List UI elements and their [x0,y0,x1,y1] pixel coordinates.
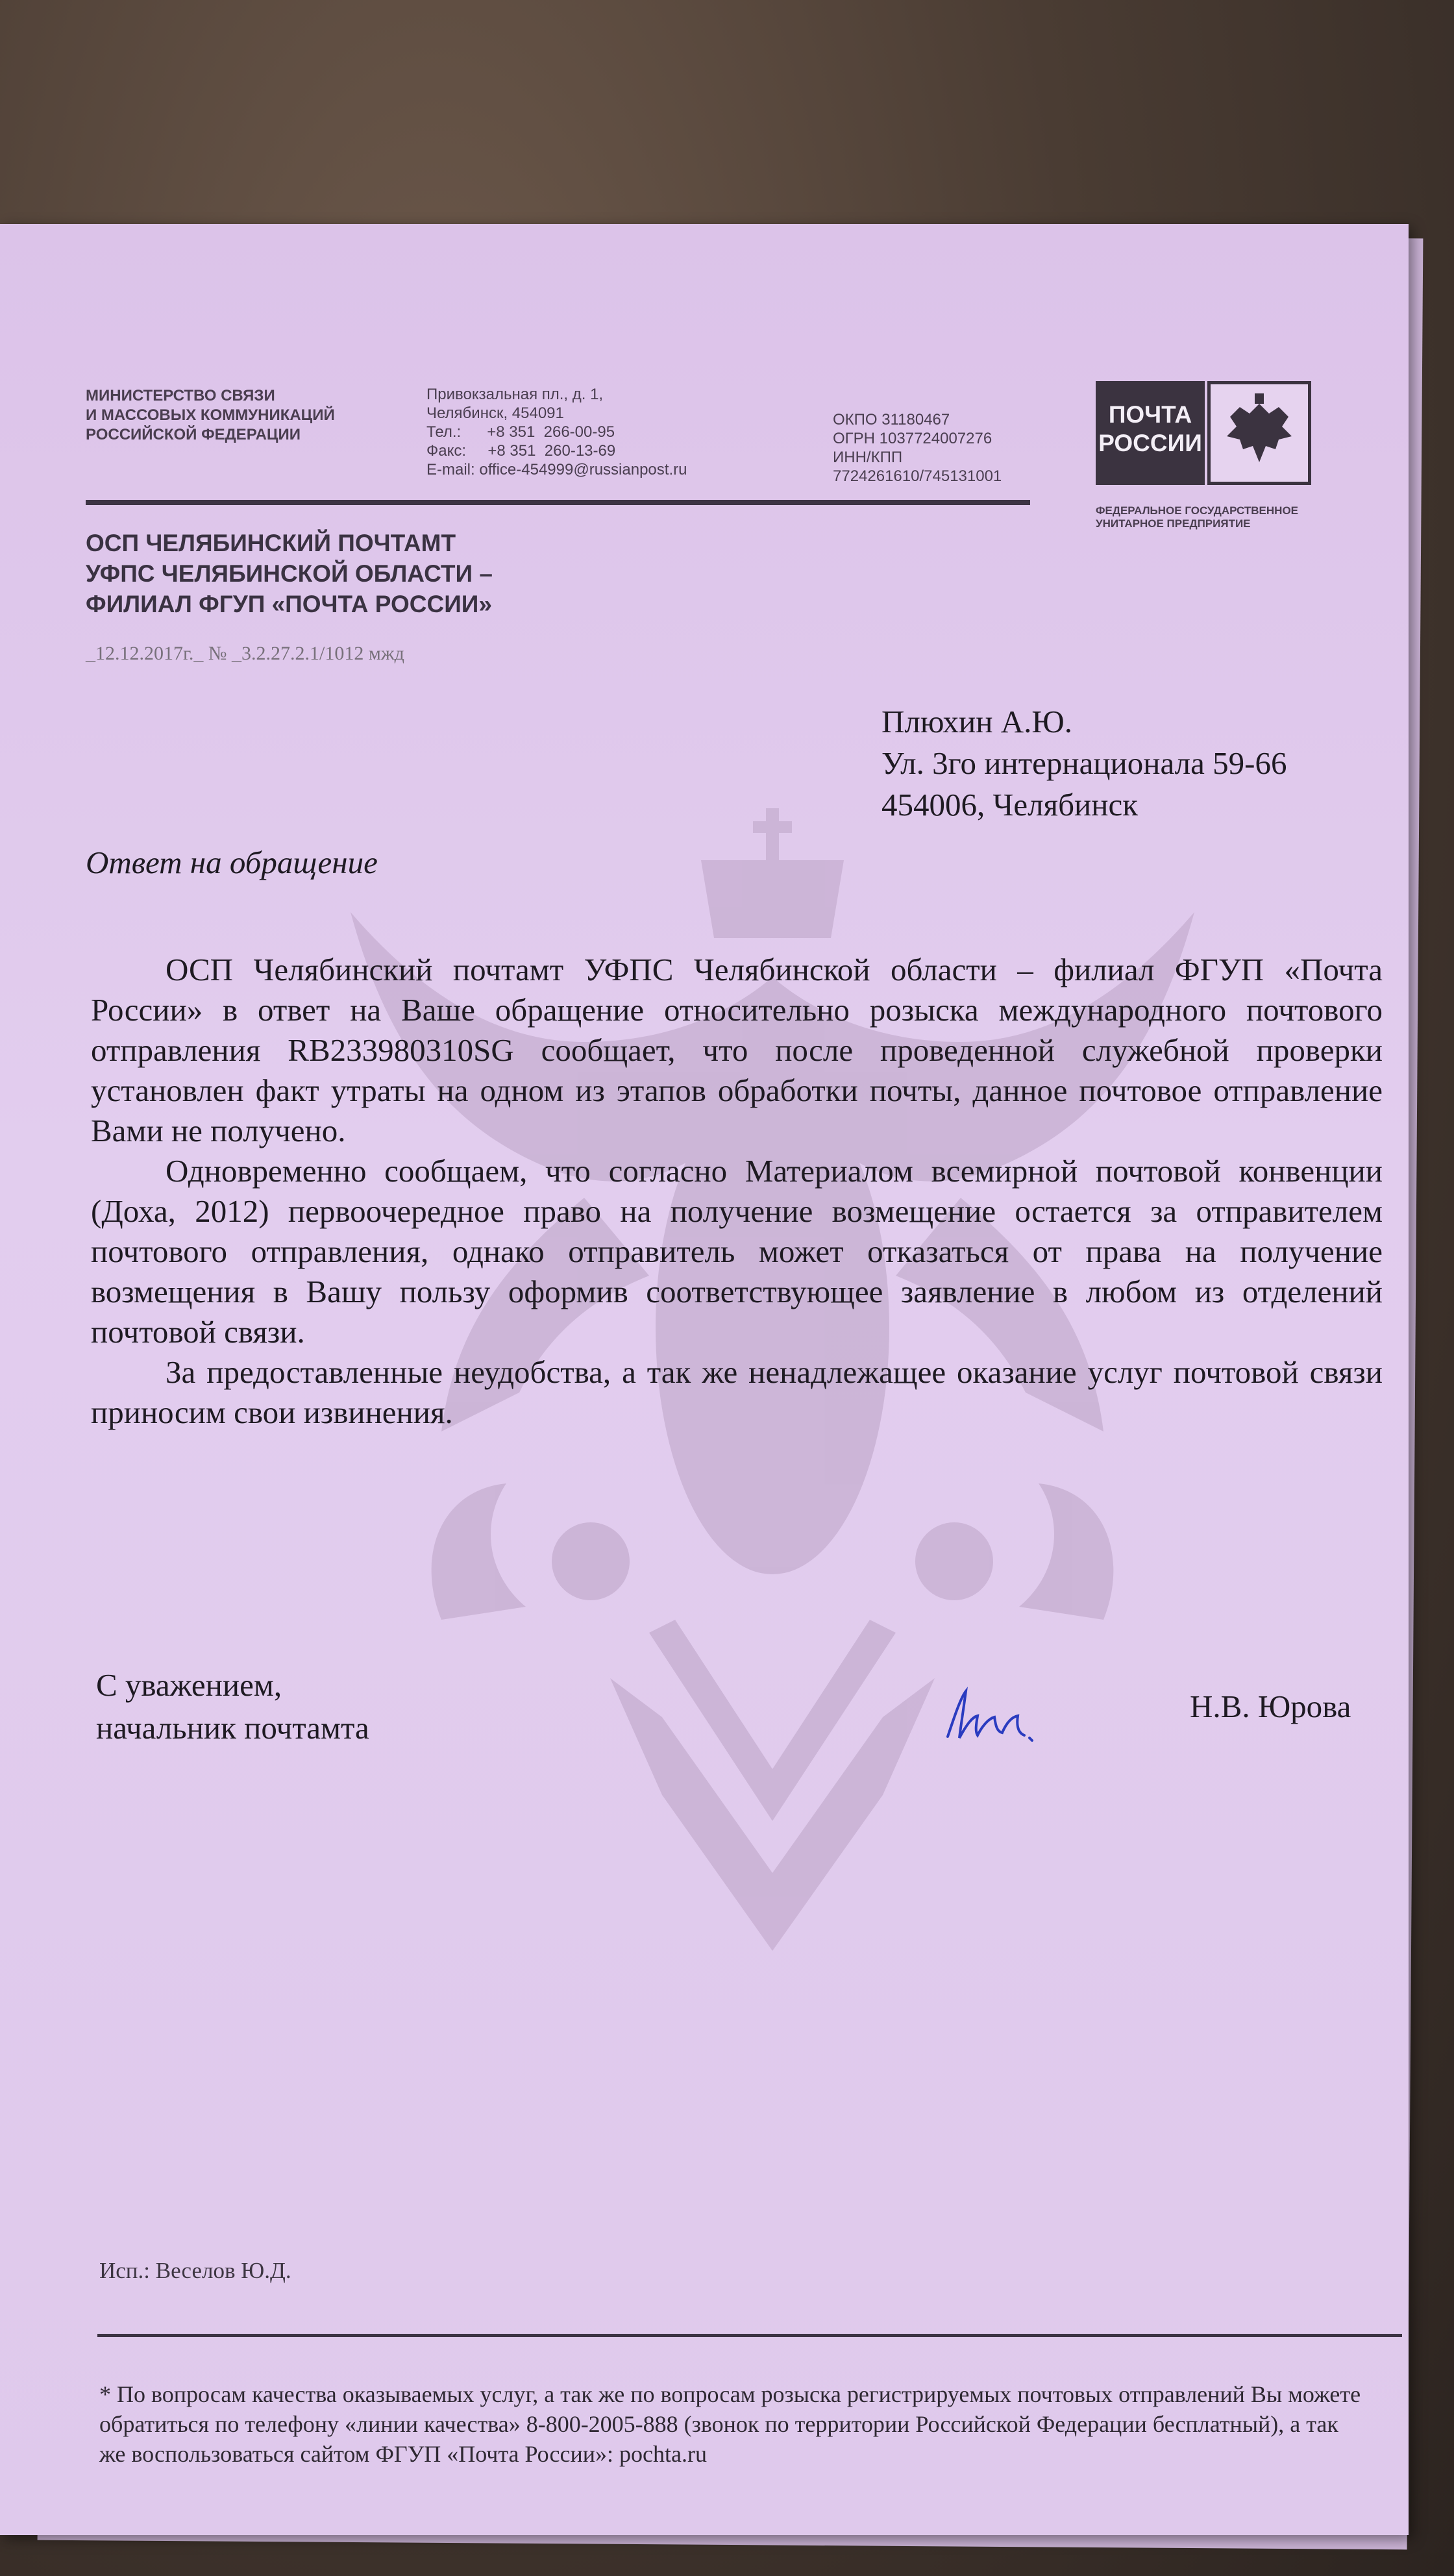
registry-codes-block [833,410,1002,486]
logo-text-line: РОССИИ [1098,430,1202,456]
sender-block [86,528,493,619]
letter-body [91,950,1383,1433]
code-line: ИНН/КПП [833,449,903,466]
sender-line: ФИЛИАЛ ФГУП «ПОЧТА РОССИИ» [86,591,492,617]
contact-line: Челябинск, 454091 [426,404,564,422]
subject-line: Ответ на обращение [86,845,378,880]
code-line: 7724261610/745131001 [833,467,1002,485]
ministry-block [86,386,335,445]
contact-line: Тел.: +8 351 266-00-95 [426,423,615,441]
pochta-logo [1096,381,1205,485]
eagle-emblem-box [1207,381,1311,485]
contact-line: E-mail: office-454999@russianpost.ru [426,461,687,478]
handwritten-signature [935,1678,1052,1750]
recipient-block [881,701,1287,826]
logo-text [1096,401,1205,458]
logo-caption [1096,504,1298,530]
contacts-block [426,385,687,479]
logo-text-line: ПОЧТА [1108,401,1192,428]
recipient-line: Ул. 3го интернационала 59-66 [881,745,1287,781]
contact-line: Привокзальная пл., д. 1, [426,386,604,403]
code-line: ОГРН 1037724007276 [833,430,992,447]
letterhead-divider [86,500,1030,505]
recipient-line: 454006, Челябинск [881,787,1139,823]
footer-note: * По вопросам качества оказываемых услуг, а так же по вопросам розыска регистрируемых почтовых отправлений Вы можете обратиться по телефону «линии качества» 8-800-2005-888 (звонок по территории Российской Федерации бесплатный), а так же воспользоваться сайтом ФГУП «Почта России»: pochta.ru [99,2381,1361,2467]
recipient-line: Плюхин А.Ю. [881,704,1072,739]
sender-line: УФПС ЧЕЛЯБИНСКОЙ ОБЛАСТИ – [86,560,493,587]
logo-caption-line: УНИТАРНОЕ ПРЕДПРИЯТИЕ [1096,517,1251,530]
logo-caption-line: ФЕДЕРАЛЬНОЕ ГОСУДАРСТВЕННОЕ [1096,504,1299,517]
body-paragraph: Одновременно сообщаем, что согласно Материалом всемирной почтовой конвенции (Доха, 2012) первоочередное право на получение возмещение остается за отправителем почтового отправления, однако отправитель может отказаться от права на получение возмещения в Вашу пользу оформив соответствующее заявление в любом из отделений почтовой связи. [91,1153,1383,1350]
ministry-line: РОССИЙСКОЙ ФЕДЕРАЦИИ [86,426,301,443]
footer-divider [97,2334,1402,2337]
registration-number: _12.12.2017г._ № _3.2.27.2.1/1012 мжд [86,643,404,664]
closing-line: С уважением, [96,1667,282,1703]
executor-line: Исп.: Веселов Ю.Д. [99,2258,291,2283]
body-paragraph: ОСП Челябинский почтамт УФПС Челябинской области – филиал ФГУП «Почта России» в ответ на Ваше обращение относительно розыска международного почтового отправления RB233980310SG сообщает, что после проведенной служебной проверки установлен факт утраты на одном из этапов обработки почты, данное почтовое отправление Вами не получено. [91,952,1383,1148]
letter-page [0,224,1409,2535]
body-paragraph: За предоставленные неудобства, а так же ненадлежащее оказание услуг почтовой связи приносим свои извинения. [91,1354,1383,1430]
ministry-line: МИНИСТЕРСТВО СВЯЗИ [86,387,275,404]
double-headed-eagle-icon [1211,384,1308,482]
closing-line: начальник почтамта [96,1710,369,1746]
signatory-name: Н.В. Юрова [1190,1689,1351,1724]
closing-block [96,1664,369,1750]
code-line: ОКПО 31180467 [833,411,950,428]
ministry-line: И МАССОВЫХ КОММУНИКАЦИЙ [86,406,335,424]
sender-line: ОСП ЧЕЛЯБИНСКИЙ ПОЧТАМТ [86,530,456,556]
contact-line: Факс: +8 351 260-13-69 [426,442,616,460]
